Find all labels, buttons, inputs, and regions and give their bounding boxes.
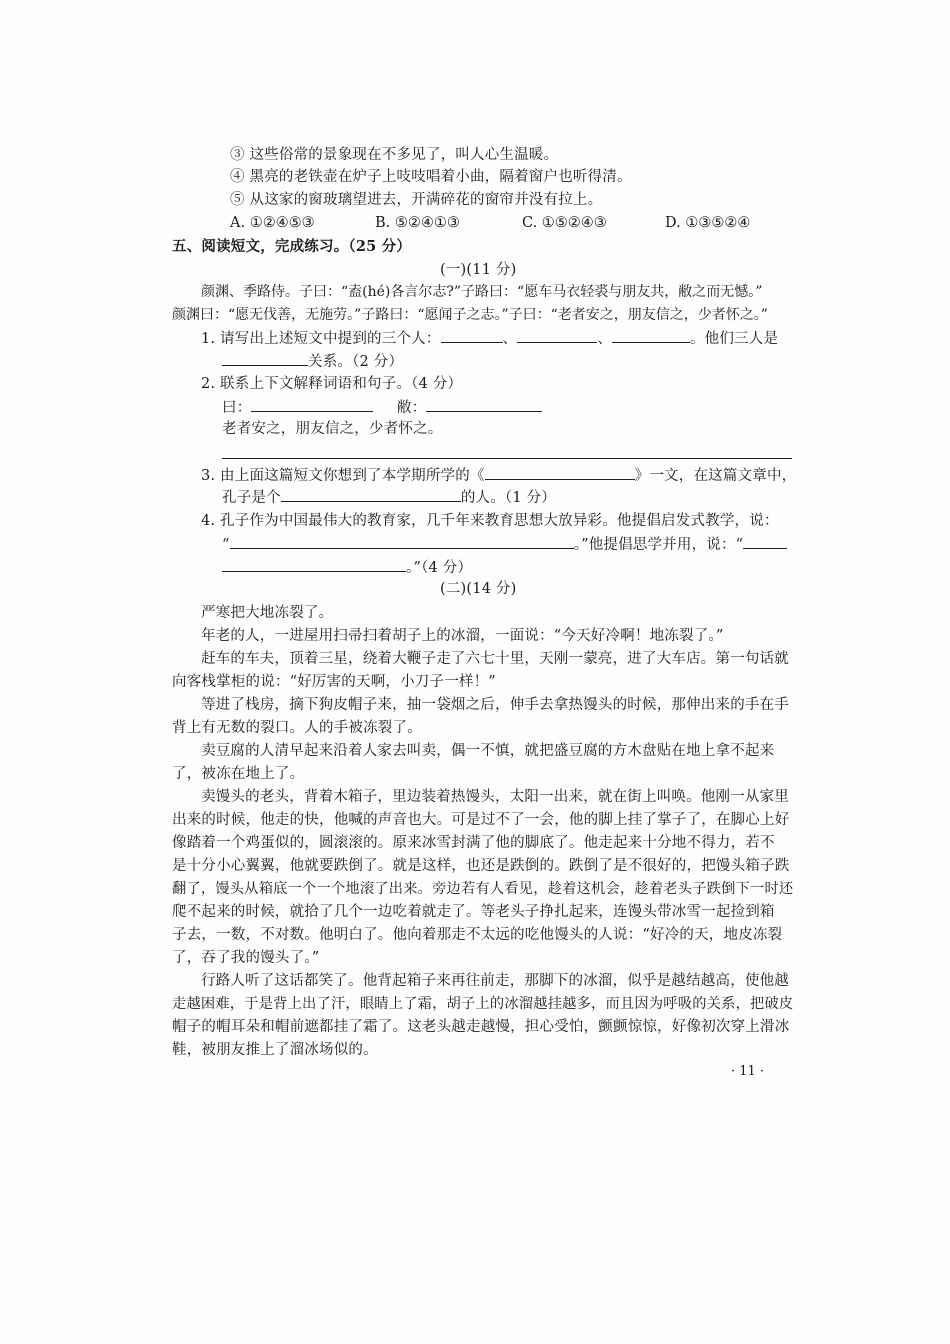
option-a: A. ①②④⑤③	[230, 215, 315, 231]
question-text: 孔子是个	[222, 490, 281, 506]
passage-line: 了，被冻在地上了。	[172, 766, 305, 782]
question-4-cont	[222, 533, 787, 556]
answer-blank[interactable]	[743, 533, 787, 549]
question-2-sentence: 老者安之，朋友信之，少者怀之。	[222, 421, 443, 437]
question-text: 。”他提倡思学并用，说：“	[573, 537, 744, 553]
question-3-cont	[222, 486, 556, 509]
question-4: 4. 孔子作为中国最伟大的教育家，几千年来教育思想大放异彩。他提倡启发式教学，说：	[201, 513, 779, 529]
answer-blank[interactable]	[251, 396, 373, 412]
section-heading: 五、阅读短文，完成练习。（25 分）	[172, 238, 412, 255]
part-title: (二)(14 分)	[440, 581, 517, 597]
separator: 、	[502, 331, 518, 347]
option-b: B. ⑤②④①③	[375, 215, 460, 231]
passage-line: 鞋，被朋友推上了溜冰场似的。	[172, 1042, 378, 1058]
question-text: 的人。（1 分）	[460, 490, 556, 506]
passage-line: 年老的人，一进屋用扫帚扫着胡子上的冰溜，一面说：“今天好冷啊！地冻裂了。”	[201, 628, 724, 644]
question-3	[201, 464, 796, 487]
question-text: 》一文，在这篇文章中，	[634, 468, 797, 484]
question-text: 。”（4 分）	[406, 560, 473, 576]
passage-line: 赶车的车夫，顶着三星，绕着大鞭子走了六七十里，天刚一蒙亮，进了大车店。第一句话就	[201, 651, 789, 667]
answer-blank[interactable]	[426, 396, 542, 412]
list-item: ⑤ 从这家的窗玻璃望进去，开满碎花的窗帘并没有拉上。	[230, 192, 603, 208]
passage-line: 颜渊曰：“愿无伐善，无施劳。”子路曰：“愿闻子之志。”子曰：“老者安之，朋友信之，少者怀之。”	[172, 307, 768, 323]
passage-line: 子去，一数，不对数。他明白了。他向着那走不太远的吃他馒头的人说：“好冷的天，地皮冻裂	[172, 927, 783, 943]
question-text: 。他们三人是	[689, 331, 779, 347]
question-4-cont	[222, 556, 472, 579]
question-2-word2	[397, 396, 542, 419]
answer-blank[interactable]	[230, 533, 574, 549]
question-2-word1	[222, 396, 373, 419]
question-text: 关系。（2 分）	[308, 354, 404, 370]
passage-line: 走越困难，于是背上出了汗，眼睛上了霜，胡子上的冰溜越挂越多，而且因为呼吸的关系，把破皮	[172, 996, 794, 1012]
question-text: “	[222, 537, 230, 553]
page-number: · 11 ·	[731, 1064, 765, 1079]
passage-line: 向客栈掌柜的说：“好厉害的天啊，小刀子一样！”	[172, 674, 496, 690]
passage-line: 爬不起来的时候，就拾了几个一边吃着就走了。等老头子挣扎起来，连馒头带冰雪一起捡到箱	[172, 904, 775, 920]
passage-line: 帽子的帽耳朵和帽前遮都挂了霜了。这老头越走越慢，担心受怕，颤颤惊惊，好像初次穿上滑冰	[172, 1019, 790, 1035]
passage-line: 行路人听了这话都笑了。他背起箱子来再往前走，那脚下的冰溜，似乎是越结越高，使他越	[201, 973, 789, 989]
list-item: ③ 这些俗常的景象现在不多见了，叫人心生温暖。	[230, 147, 559, 163]
answer-blank[interactable]	[222, 350, 308, 366]
answer-blank[interactable]	[612, 327, 690, 343]
question-1-cont	[222, 350, 403, 373]
option-c: C. ①⑤②④③	[522, 215, 607, 231]
answer-blank[interactable]	[281, 486, 461, 502]
word-label: 曰：	[222, 400, 252, 416]
answer-blank[interactable]	[517, 327, 597, 343]
passage-line: 卖豆腐的人清早起来沿着人家去叫卖，偶一不慎，就把盛豆腐的方木盘贴在地上拿不起来	[201, 743, 775, 759]
answer-blank[interactable]	[441, 327, 503, 343]
question-1	[201, 327, 778, 350]
passage-line: 背上有无数的裂口。人的手被冻裂了。	[172, 720, 422, 736]
option-d: D. ①③⑤②④	[665, 215, 751, 231]
passage-line: 翻了，馒头从箱底一个一个地滚了出来。旁边若有人看见，趁着这机会，趁着老头子跌倒下一时还	[172, 881, 794, 897]
question-text: 1. 请写出上述短文中提到的三个人：	[201, 331, 441, 347]
answer-blank[interactable]	[222, 556, 406, 572]
answer-line[interactable]	[222, 458, 792, 459]
answer-blank[interactable]	[485, 464, 635, 480]
passage-line: 像踏着一个鸡蛋似的，圆滚滚的。原来冰雪封满了他的脚底了。他走起来十分地不得力，若不	[172, 835, 775, 851]
question-2: 2. 联系上下文解释词语和句子。（4 分）	[201, 376, 463, 392]
passage-line: 出来的时候，他走的快，他喊的声音也大。可是过不了一会，他的脚上挂了掌子了，在脚心上好	[172, 812, 790, 828]
part-title: (一)(11 分)	[440, 262, 517, 278]
passage-line: 颜渊、季路侍。子曰：“盍(hé)各言尔志?”子路曰：“愿车马衣轻裘与朋友共，敝之而无憾。”	[201, 284, 763, 300]
list-item: ④ 黑亮的老铁壶在炉子上吱吱唱着小曲，隔着窗户也听得清。	[230, 169, 632, 185]
word-label: 敝：	[397, 400, 427, 416]
passage-line: 了，吞了我的馒头了。”	[172, 950, 320, 966]
separator: 、	[597, 331, 612, 347]
passage-line: 是十分小心翼翼，他就要跌倒了。就是这样，也还是跌倒的。跌倒了是不很好的，把馒头箱子跌	[172, 858, 790, 874]
passage-line: 严寒把大地冻裂了。	[201, 605, 334, 621]
passage-line: 等进了栈房，摘下狗皮帽子来，抽一袋烟之后，伸手去拿热馒头的时候，那伸出来的手在手	[201, 697, 789, 713]
question-text: 3. 由上面这篇短文你想到了本学期所学的《	[201, 468, 485, 484]
passage-line: 卖馒头的老头，背着木箱子，里边装着热馒头，太阳一出来，就在街上叫唤。他刚一从家里	[201, 789, 789, 805]
